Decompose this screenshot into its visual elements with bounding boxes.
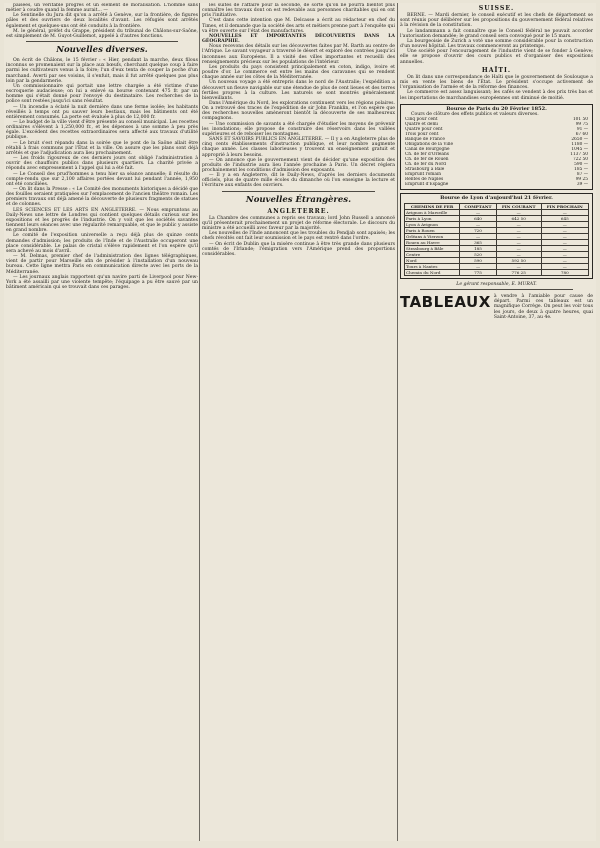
railway-quote: — [496,222,541,228]
article-paragraph: — Un incendie a éclaté la nuit dernière dans une ferme isolée; les habitants réveillés à temps ont pu sauver leurs bestiaux, mais les bâtiments ont été entièrement consumés. La perte est évaluée à plus de 12,000 fr. [6,104,198,120]
security-price: 1180 — [571,141,588,147]
article-paragraph: — Une commission de savants a été chargée d'étudier les moyens de prévenir les inondations; elle propose de construire des réservoirs dans les vallées supérieures et de reboiser les montagnes. [202,121,395,137]
bourse-paris-table [404,117,589,187]
railway-quote: 775 [460,270,497,276]
article-paragraph: — Le Conseil des prud'hommes a tenu hier sa séance annuelle; il résulte du compte-rendu que sur 2,100 affaires portées devant lui pendant l'année, 1,950 ont été conciliées. [6,171,198,187]
railway-quote: — [541,234,588,240]
railway-quote: — [460,210,497,216]
railway-quote: 645 [541,216,588,222]
railway-quote: — [496,246,541,252]
country-heading: SUISSE. [478,5,515,12]
table-row [405,270,589,276]
article-paragraph: — Le budget de la ville vient d'être présenté au conseil municipal. Les recettes ordinaires s'élèvent à 1,250,000 fr., et les dépenses à une somme à peu près égale. L'excédent des recettes extraordinaires sera affecté aux travaux d'utilité publique. [6,119,198,141]
railway-quote: — [541,252,588,258]
railway-name: Chemin du Nord [405,270,460,276]
railway-quote: — [460,222,497,228]
security-price: 590 — [574,161,588,167]
railway-quote: 592 50 [496,258,541,264]
security-price: 67 60 [575,131,588,137]
railway-name: Strasbourg à Bâle [405,246,460,252]
security-name: Trois pour cent [405,131,439,137]
article-paragraph: Dans l'Amérique du Nord, les explorations continuent vers les régions polaires. On a retrouvé des traces de l'expédition de sir John Franklin, et l'on espère que des recherches nouvelles amèneront bientôt la découverte de ses malheureux compagnons. [202,100,395,122]
article-paragraph: BERNE. — Mardi dernier, le conseil exécutif et les chefs de département se sont réunis pour délibérer sur les propositions du gouvernement fédéral relatives à la révision de la constitution. [400,13,593,29]
column-1 [6,3,198,841]
section-subheading: NOUVELLES ET IMPORTANTES DÉCOUVERTES DANS LA GÉOGRAPHIE. [202,33,395,45]
article-paragraph: Les nouvelles de l'Inde annoncent que les troubles du Pendjab sont apaisés; les chefs révoltés ont fait leur soumission et le pays est rentré dans l'ordre. [202,231,395,242]
article-paragraph: Un commissionnaire qui portait une lettre chargée a été victime d'une escroquerie audacieuse; on lui a enlevé sa bourse contenant 475 fr. par un homme qui s'était donné pour l'envoyé du destinataire. Les recherches de la police sont restées jusqu'ici sans résultat. [6,83,198,105]
column-divider [199,3,200,841]
railway-quote: — [496,234,541,240]
article-paragraph: Nous recevons des détails sur les découvertes faites par M. Barth au centre de l'Afrique. Le savant voyageur a traversé le désert et exploré des contrées jusqu'ici inconnues aux Européens. Il a visité des villes importantes et recueilli des renseignements précieux sur les populations de l'intérieur. [202,44,395,65]
security-name: Canal de Bourgogne [405,146,450,152]
railway-quote: 720 [460,228,497,234]
railway-quote: 780 [541,270,588,276]
railway-quote: — [460,264,497,270]
article-paragraph: — On annonce que le gouvernement vient de décider qu'une exposition des produits de l'industrie aura lieu l'année prochaine à Paris. Un décret réglera prochainement les conditions d'admission des exposants. [202,157,395,173]
country-heading: HAÏTI. [481,66,512,74]
table-row [404,182,589,187]
table-header: FIN COURANT [496,204,541,210]
railway-name: Paris à Lyon [405,216,460,222]
railway-quote: — [496,228,541,234]
article-paragraph: Le commerce est assez languissant; les cafés se vendent à des prix très bas et les importations de marchandises européennes ont diminué de moitié. [400,90,593,101]
table-header: CHEMINS DE FER [405,204,460,210]
tableaux-headline: TABLEAUX [400,293,491,312]
section-heading: Nouvelles Étrangères. [245,194,352,205]
article-paragraph: Un nouveau voyage a été entrepris dans le nord de l'Australie; l'expédition a découvert un fleuve navigable sur une étendue de plus de cent lieues et des terres fertiles propres à la culture. Les naturels se sont montrés généralement bienveillants. [202,80,395,101]
article-paragraph: C'est dans cette intention que M. Delcasse a écrit au rédacteur en chef du Times, et il demande que la société des arts et métiers prenne part à l'enquête qui va être ouverte sur l'état des manufactures. [202,18,395,34]
section-heading: Nouvelles diverses. [56,45,148,56]
security-price: 1045 — [571,146,588,152]
railway-name: Lyon à Avignon [405,222,460,228]
security-name: Quatre pour cent [405,126,443,132]
intro-paragraph: Le Sentinelle du Jura dit qu'on a arrêté à Genève, sur la frontière, de figures pâles et des ouvriers de deux localités d'avant. Les réfugiés sont arrêtés également et quelques-uns ont été conduits à la frontière. [6,13,198,29]
tableaux-text: à vendre à l'amiable pour cause de départ. Parmi ces tableaux est un magnifique Corrège. On peut les voir tous les jours, de deux à quatre heures, quai Saint-Antoine, 37, au 4e. [493,294,593,320]
security-name: Rentes de Naples [405,176,444,182]
railway-name: Centre [405,252,460,258]
railway-quote: — [460,234,497,240]
article-paragraph: SANS ET SAVOIRS PUBLICS EN ANGLETERRE. — Il y a en Angleterre plus de cinq cents établissements d'instruction publique, et leur nombre augmente chaque année. Les classes laborieuses y trouvent un enseignement gratuit et approprié à leurs besoins. [202,137,395,158]
gerant-signature: Le gérant responsable, E. MURAT. [456,282,537,288]
railway-quote: 520 [460,252,497,258]
security-name: Ch. de fer de Rouen [405,156,449,162]
security-price: 91 — [576,126,588,132]
railway-quote: — [496,210,541,216]
article-paragraph: On lit dans une correspondance de Haïti que le gouvernement de Soulouque a mis en vente les biens de l'État. Le président s'occupe activement de l'organisation de l'armée et de la réforme des finances. [400,74,593,91]
bourse-lyon-box [400,193,593,279]
bourse-paris-box [400,104,593,190]
security-name: Obligations de la Ville [405,141,454,147]
railway-quote: 185 [460,246,497,252]
security-name: Cinq pour cent [405,116,438,122]
railway-quote: — [541,222,588,228]
security-name: Quatre et demi [405,121,438,127]
article-paragraph: Le landammann a fait connaître que le Conseil fédéral ne pouvait accorder l'autorisation demandée; le grand conseil sera convoqué pour le 15 mars. [400,28,593,39]
security-name: Banque de France [405,136,445,142]
bourse-lyon-table [404,203,589,276]
railway-quote: — [541,240,588,246]
security-name: Ch. de fer du Nord [405,161,447,167]
section-separator [26,41,178,42]
column-2 [202,3,395,841]
table-header: COMPTANT [460,204,497,210]
column-3 [400,3,593,841]
article-paragraph: — On écrit de Dublin que la misère continue à être très grande dans plusieurs comtés de l'Irlande; l'émigration vers l'Amérique prend des proportions considérables. [202,241,395,257]
article-paragraph: — Les froids rigoureux de ces derniers jours ont obligé l'administration à ouvrir des chauffoirs publics dans plusieurs quartiers. La charité privée a répondu avec empressement à l'appel qui lui a été fait. [6,156,198,172]
security-name: Strasbourg à Bâle [405,166,445,172]
article-paragraph: — Il y a en Angleterre, dit le Daily-News, d'après les derniers documents officiels, plus de quatre mille écoles du dimanche où l'on enseigne la lecture et l'écriture aux enfants des ouvriers. [202,173,395,189]
article-paragraph: — Les journaux anglais rapportent qu'un navire parti de Liverpool pour New-York a été assailli par une violente tempête; l'équipage a pu être sauvé par un bâtiment américain qui se trouvait dans ces parages. [6,274,198,290]
railway-name: Rouen au Havre [405,240,460,246]
article-paragraph: LES SCIENCES ET LES ARTS EN ANGLETERRE. — Nous empruntons au Daily-News une lettre de Londres qui contient quelques détails curieux sur les expositions et les progrès de l'industrie. On y voit que les sociétés savantes tiennent leurs séances avec une régularité remarquable, et que le public y assiste en grand nombre. [6,207,198,234]
tableaux-advertisement [400,294,593,319]
article-paragraph: — Le bruit s'est répandu dans la soirée que le pont de la Saône allait être rétabli à frais communs par l'État et la ville. On assure que les plans sont déjà arrêtés et que l'adjudication aura lieu prochainement. [6,140,198,156]
security-price: 2650 — [571,136,588,142]
railway-name: Avignon à Marseille [405,210,460,216]
article-paragraph: Une société pour l'encouragement de l'industrie vient de se fonder à Genève; elle se propose d'ouvrir des cours publics et d'organiser des expositions annuelles. [400,49,593,65]
railway-quote: 776 25 [496,270,541,276]
bourse-paris-intro: Cours de clôture des effets publics et valeurs diverses. [411,111,539,117]
article-paragraph: — On lit dans la Presse : « Le Comité des monuments historiques a décidé que des fouilles seraient pratiquées sur l'emplacement de l'ancien théâtre romain. Les premiers travaux ont déjà amené la découverte de plusieurs fragments de statues et de colonnes. [6,187,198,208]
railway-quote: — [541,246,588,252]
bourse-paris-title: Bourse de Paris du 20 Février 1852. [446,105,547,112]
security-price: 185 — [574,166,588,172]
railway-quote: 640 [460,216,497,222]
security-name: Emprunt d'Espagne [405,181,449,187]
railway-quote: 590 [460,258,497,264]
security-name: Ch. de fer d'Orléans [405,151,449,157]
article-paragraph: La bourgeoisie de Zurich a voté une somme considérable pour la construction d'un nouvel hôpital. Les travaux commenceront au printemps. [400,38,593,50]
railway-quote: 642 50 [496,216,541,222]
railway-quote: — [541,258,588,264]
article-paragraph: les suites de l'affaire pour la seconde, de sorte qu'on ne pourra bientôt plus connaître les travaux dont on est redevable aux personnes charitables qui en ont pris l'initiative. [202,3,395,19]
security-name: Emprunt romain [405,171,442,177]
railway-quote: — [541,228,588,234]
intro-paragraph: paisées, un véritable progrès et un élément de moralisation. L'homme sans métier à coudre quand la femme aurait... — [6,3,198,14]
article-paragraph: — M. Delmas, premier chef de l'administration des lignes télégraphiques, vient de partir pour Marseille afin de présider à l'installation d'un nouveau bureau. Cette ligne mettra Paris en communication directe avec les ports de la Méditerranée. [6,254,198,275]
intro-paragraph: M. le général, préfet du Grappe, président du tribunal de Châlons-sur-Saône, est simplement de M. Guyot-Guillemot, appelé à d'autres fonctions. [6,28,198,39]
column-divider [397,3,398,841]
article-paragraph: La Chambre des communes a repris ses travaux; lord John Russell a annoncé qu'il présenterait prochainement un projet de réforme électorale. Le discours du ministre a été accueilli avec faveur par la majorité. [202,215,395,232]
security-price: 101 50 [572,116,588,122]
bourse-lyon-title: Bourse de Lyon d'aujourd'hui 21 février. [440,194,553,201]
railway-quote: 365 [460,240,497,246]
table-header: FIN PROCHAIN [541,204,588,210]
article-paragraph: Les produits du pays consistent principalement en coton, indigo, ivoire et poudre d'or. Le commerce est entre les mains des caravanes qui se rendent chaque année sur les côtes de la Méditerranée. [202,64,395,81]
railway-name: Paris à Rouen [405,228,460,234]
security-price: 1137 50 [570,151,588,157]
security-price: 99 25 [575,176,588,182]
railway-quote: — [496,252,541,258]
security-price: 99 75 [575,121,588,127]
section-separator [222,191,375,192]
security-price: 39 — [576,181,588,187]
railway-quote: — [496,264,541,270]
article-paragraph: On écrit de Châlons, le 15 février : « Hier, pendant la marche, deux filous inconnus se promenaient sur la place aux bœufs, cherchant quelque coup à faire parmi les cultivateurs venus à la foire; l'un d'eux tenta de couper la poche d'un marchand. Averti par ses voisins, il s'enfuit, mais il fut arrêté quelques pas plus loin par la gendarmerie. [6,58,198,84]
railway-quote: — [541,210,588,216]
railway-name: Tours à Nantes [405,264,460,270]
country-heading: ANGLETERRE. [267,207,330,215]
section-separator [420,289,573,290]
security-price: 87 — [576,171,588,177]
security-price: 722 50 [572,156,588,162]
newspaper-page [4,3,596,841]
article-paragraph: Le comité de l'exposition universelle a reçu déjà plus de quinze cents demandes d'admission; les produits de l'Inde et de l'Australie occuperont une place considérable. Le palais de cristal s'élève rapidement et l'on espère qu'il sera achevé au mois d'avril. [6,233,198,254]
railway-name: Nord [405,258,460,264]
railway-quote: — [496,240,541,246]
railway-name: Orléans à Vierzon [405,234,460,240]
railway-quote: — [541,264,588,270]
